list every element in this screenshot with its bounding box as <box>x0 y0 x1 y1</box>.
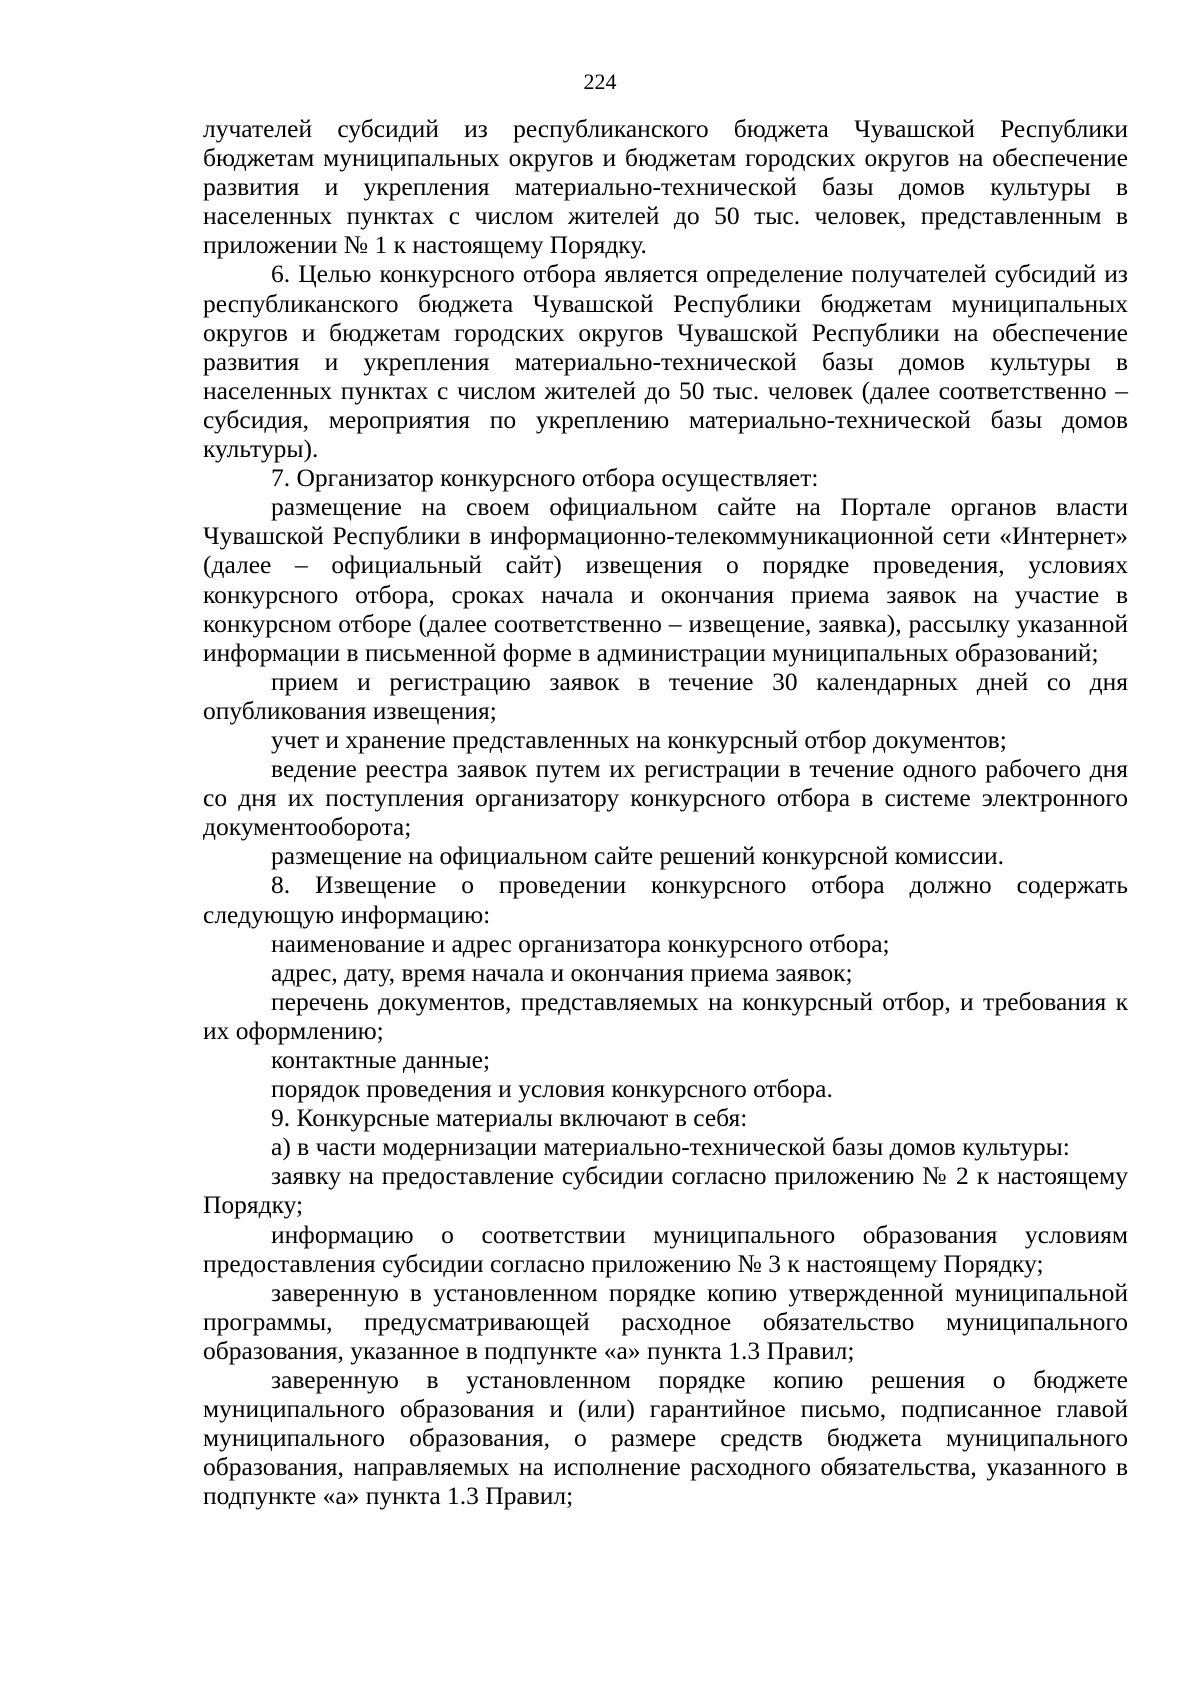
paragraph-item-7: 7. Организатор конкурсного отбора осуществляет: <box>271 463 819 493</box>
paragraph-item-9-application: заявку на предоставление субсидии согласно приложению № 2 к настоящему Порядку; <box>203 1161 1128 1220</box>
paragraph-item-8-documents: перечень документов, представляемых на конкурсный отбор, и требования к их оформлению; <box>203 986 1128 1045</box>
paragraph-item-8-name-address: наименование и адрес организатора конкурсного отбора; <box>271 928 890 958</box>
paragraph-item-8-procedure: порядок проведения и условия конкурсного отбора. <box>271 1074 833 1104</box>
document-body <box>203 114 1128 1511</box>
paragraph-item-7-posting: размещение на своем официальном сайте на Портале органов власти Чувашской Республики в информационно-телекоммуникационной сети «Интернет» (далее – официальный сайт) извещения о порядке проведения, условиях конкурсного отбора, сроках начала и окончания приема заявок на участие в конкурсном отборе (далее соответственно – извещение, заявка), рассылку указанной информации в письменной форме в администрации муниципальных образований; <box>203 492 1128 667</box>
paragraph-item-8: 8. Извещение о проведении конкурсного отбора должно содержать следующую информацию: <box>203 870 1128 929</box>
paragraph-item-9-compliance: информацию о соответствии муниципального образования условиям предоставления субсидии согласно приложению № 3 к настоящему Порядку; <box>203 1219 1128 1278</box>
paragraph-item-9-a: а) в части модернизации материально-технической базы домов культуры: <box>271 1132 1070 1162</box>
paragraph-item-9-program-copy: заверенную в установленном порядке копию утвержденной муниципальной программы, предусматривающей расходное обязательство муниципального образования, указанное в подпункте «а» пункта 1.3 Правил; <box>203 1277 1128 1365</box>
page-number: 224 <box>583 69 617 94</box>
paragraph-item-7-registry: ведение реестра заявок путем их регистрации в течение одного рабочего дня со дня их поступления организатору конкурсного отбора в системе электронного документооборота; <box>203 754 1128 842</box>
paragraph-item-9: 9. Конкурсные материалы включают в себя: <box>271 1103 748 1133</box>
paragraph-item-7-decisions: размещение на официальном сайте решений конкурсной комиссии. <box>271 841 1005 871</box>
paragraph-item-7-reception: прием и регистрацию заявок в течение 30 календарных дней со дня опубликования извещения; <box>203 666 1128 725</box>
paragraph-item-8-dates: адрес, дату, время начала и окончания приема заявок; <box>271 957 853 987</box>
paragraph-item-9-budget-copy: заверенную в установленном порядке копию решения о бюджете муниципального образования и (или) гарантийное письмо, подписанное главой муниципального образования, о размере средств бюджета муниципального образования, направляемых на исполнение расходного обязательства, указанного в подпункте «а» пункта 1.3 Правил; <box>203 1365 1128 1511</box>
paragraph-item-7-storage: учет и хранение представленных на конкурсный отбор документов; <box>271 724 1007 754</box>
paragraph-continuation: лучателей субсидий из республиканского бюджета Чувашской Республики бюджетам муниципальных округов и бюджетам городских округов на обеспечение развития и укрепления материально-технической базы домов культуры в населенных пунктах с числом жителей до 50 тыс. человек, представленным в приложении № 1 к настоящему Порядку. <box>203 114 1128 260</box>
paragraph-item-6: 6. Целью конкурсного отбора является определение получателей субсидий из республиканского бюджета Чувашской Республики бюджетам муниципальных округов и бюджетам городских округов Чувашской Республики на обеспечение развития и укрепления материально-технической базы домов культуры в населенных пунктах с числом жителей до 50 тыс. человек (далее соответственно – субсидия, мероприятия по укреплению материально-технической базы домов культуры). <box>203 259 1128 464</box>
paragraph-item-8-contacts: контактные данные; <box>271 1045 491 1074</box>
